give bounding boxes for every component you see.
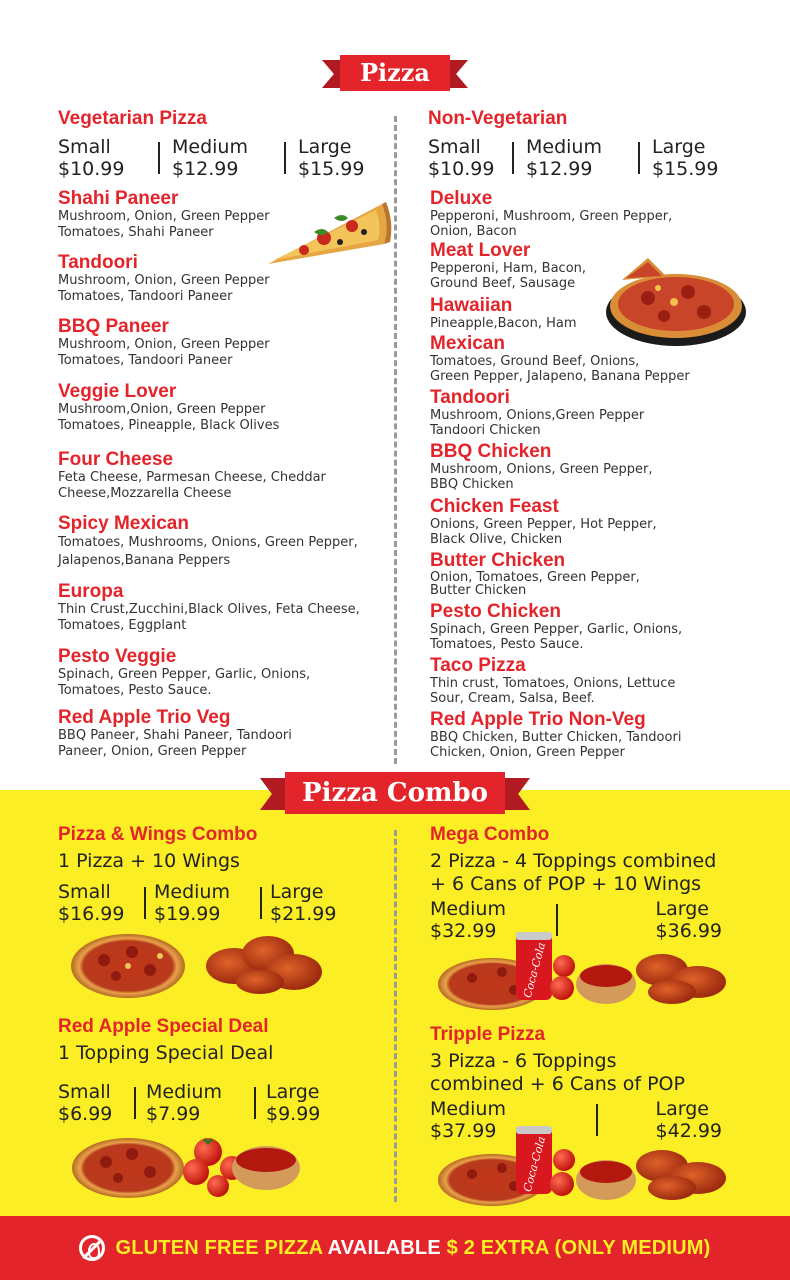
menu-item — [58, 450, 326, 502]
item-name: Veggie Lover — [58, 381, 177, 402]
menu-item — [430, 602, 682, 652]
nonveg-price-row — [428, 136, 768, 180]
price-small — [428, 136, 500, 180]
combo-banner — [260, 770, 530, 816]
menu-item — [430, 442, 653, 492]
combo-title: Pizza & Wings Combo — [58, 824, 258, 845]
item-desc: Mushroom, Onions,Green Pepper Tandoori Chicken — [430, 408, 645, 438]
footer-text — [115, 1237, 710, 1260]
item-desc: Thin crust, Tomatoes, Onions, Lettuce Sour, Cream, Salsa, Beef. — [430, 676, 676, 706]
price-medium — [154, 881, 252, 925]
price-text: $10.99 — [58, 158, 125, 180]
price-text: GLUTEN FREE PIZZA — [115, 1236, 323, 1259]
price-text: Medium — [526, 136, 602, 158]
svg-text:Coca-Cola: Coca-Cola — [520, 1135, 549, 1194]
combo-meal-image — [436, 1122, 736, 1208]
combo-column-divider — [394, 830, 397, 1202]
menu-item — [430, 296, 577, 331]
combo-subtitle: 3 Pizza - 6 Toppings combined + 6 Cans of POP — [430, 1050, 685, 1095]
price-text: Small — [58, 136, 111, 158]
gluten-free-footer — [0, 1216, 790, 1280]
price-text: $6.99 — [58, 1103, 113, 1125]
item-desc: Onions, Green Pepper, Hot Pepper, Black Olive, Chicken — [430, 517, 657, 547]
item-name: Shahi Paneer — [58, 188, 179, 209]
menu-item — [430, 656, 675, 706]
item-name: BBQ Paneer — [58, 316, 169, 337]
item-desc: Mushroom, Onion, Green Pepper Tomatoes, Tandoori Paneer — [58, 273, 270, 304]
menu-item — [58, 253, 270, 305]
pizza-slice-image — [264, 196, 394, 276]
item-name: Deluxe — [430, 188, 493, 209]
price-small — [58, 1081, 124, 1125]
item-name: Pesto Chicken — [430, 601, 561, 622]
item-name: Hawaiian — [430, 295, 513, 316]
price-separator — [144, 887, 146, 919]
pizza-pan-image — [604, 252, 748, 348]
mega-combo — [430, 824, 770, 942]
item-name: Taco Pizza — [430, 655, 526, 676]
item-desc: Mushroom, Onion, Green Pepper Tomatoes, Shahi Paneer — [58, 209, 270, 240]
item-name: Europa — [58, 581, 124, 602]
column-divider — [394, 116, 397, 764]
price-text: $10.99 — [428, 158, 495, 180]
price-large — [652, 136, 718, 180]
item-desc: Pepperoni, Mushroom, Green Pepper, Onion, Bacon — [430, 209, 673, 239]
item-desc: Feta Cheese, Parmesan Cheese, Cheddar Cheese,Mozzarella Cheese — [58, 470, 326, 501]
combo-price-row — [58, 1081, 388, 1125]
item-desc: Thin Crust,Zucchini,Black Olives, Feta Cheese, Tomatoes, Eggplant — [58, 602, 360, 633]
price-text: Medium — [430, 1098, 506, 1120]
menu-item — [430, 710, 681, 760]
item-name: Meat Lover — [430, 240, 531, 261]
price-text: $9.99 — [266, 1103, 321, 1125]
pizza-banner-label: Pizza — [340, 55, 450, 91]
price-text: Large — [655, 1098, 709, 1120]
combo-title: Red Apple Special Deal — [58, 1016, 269, 1037]
price-text: Large — [655, 898, 709, 920]
price-separator — [134, 1087, 136, 1119]
menu-item — [58, 189, 270, 241]
price-text: Medium — [146, 1081, 222, 1103]
price-text: Medium — [430, 898, 506, 920]
menu-item — [430, 551, 640, 597]
price-text: $36.99 — [655, 920, 722, 942]
price-text: $7.99 — [146, 1103, 201, 1125]
item-desc: Mushroom,Onion, Green Pepper Tomatoes, Pineapple, Black Olives — [58, 402, 280, 433]
price-text: $15.99 — [652, 158, 719, 180]
item-name: Four Cheese — [58, 449, 174, 470]
price-text: AVAILABLE — [322, 1236, 447, 1259]
price-text: $32.99 — [430, 920, 497, 942]
menu-item — [58, 514, 358, 570]
item-name: Butter Chicken — [430, 550, 566, 571]
nonveg-heading: Non-Vegetarian — [428, 108, 568, 129]
price-separator — [638, 142, 640, 174]
price-separator — [254, 1087, 256, 1119]
price-medium — [146, 1081, 244, 1125]
menu-item — [430, 241, 586, 291]
price-large — [266, 1081, 320, 1125]
svg-text:Coca-Cola: Coca-Cola — [520, 941, 549, 1000]
combo-meal-image — [436, 926, 736, 1012]
price-text: $37.99 — [430, 1120, 497, 1142]
item-desc: Onion, Tomatoes, Green Pepper, Butter Chicken — [430, 570, 640, 598]
price-separator — [260, 887, 262, 919]
price-text: $21.99 — [270, 903, 337, 925]
item-name: Mexican — [430, 333, 505, 354]
price-small — [58, 136, 146, 180]
price-text: $42.99 — [655, 1120, 722, 1142]
special-deal-combo — [58, 1016, 388, 1125]
price-large — [270, 881, 336, 925]
item-name: Tandoori — [58, 252, 138, 273]
price-text: $15.99 — [298, 158, 365, 180]
price-text: $12.99 — [526, 158, 593, 180]
item-desc: Spinach, Green Pepper, Garlic, Onions, Tomatoes, Pesto Sauce. — [58, 667, 311, 698]
item-desc: Pepperoni, Ham, Bacon, Ground Beef, Sausage — [430, 261, 587, 291]
nonveg-column — [428, 108, 768, 180]
combo-price-row — [58, 881, 388, 925]
menu-item — [58, 582, 360, 634]
price-text: Large — [266, 1081, 320, 1103]
veg-column — [58, 108, 388, 180]
price-text: Medium — [172, 136, 248, 158]
price-text: $ 2 EXTRA (ONLY MEDIUM) — [446, 1236, 711, 1259]
menu-item — [58, 708, 292, 760]
item-name: Pesto Veggie — [58, 646, 177, 667]
combo-subtitle: 1 Pizza + 10 Wings — [58, 850, 240, 872]
item-desc: Mushroom, Onion, Green Pepper Tomatoes, Tandoori Paneer — [58, 337, 270, 368]
combo-title: Mega Combo — [430, 824, 550, 845]
combo-banner-label: Pizza Combo — [285, 772, 505, 814]
price-medium — [172, 136, 272, 180]
pizza-image — [70, 930, 190, 1000]
price-large — [298, 136, 364, 180]
item-desc: Mushroom, Onions, Green Pepper, BBQ Chicken — [430, 462, 653, 492]
price-text: Small — [58, 1081, 111, 1103]
price-separator — [284, 142, 286, 174]
price-text: Small — [58, 881, 111, 903]
price-text: $19.99 — [154, 903, 221, 925]
combo-subtitle: 2 Pizza - 4 Toppings combined + 6 Cans of POP + 10 Wings — [430, 850, 717, 895]
item-name: Tandoori — [430, 387, 510, 408]
item-desc: BBQ Chicken, Butter Chicken, Tandoori Chicken, Onion, Green Pepper — [430, 730, 682, 760]
wings-combo — [58, 824, 388, 925]
menu-item — [430, 497, 657, 547]
item-desc: Tomatoes, Ground Beef, Onions, Green Pepper, Jalapeno, Banana Pepper — [430, 354, 690, 384]
veg-price-row — [58, 136, 388, 180]
item-name: BBQ Chicken — [430, 441, 552, 462]
pizza-banner — [322, 54, 468, 92]
item-name: Red Apple Trio Non-Veg — [430, 709, 646, 730]
price-text: Medium — [154, 881, 230, 903]
price-text: Small — [428, 136, 481, 158]
no-gluten-icon — [79, 1235, 105, 1261]
price-separator — [158, 142, 160, 174]
veg-heading: Vegetarian Pizza — [58, 108, 207, 129]
menu-item — [58, 317, 270, 369]
menu-item — [58, 382, 279, 434]
menu-item — [430, 189, 672, 239]
item-desc: Tomatoes, Mushrooms, Onions, Green Pepper, Jalapenos,Banana Peppers — [58, 535, 358, 568]
item-desc: Pineapple,Bacon, Ham — [430, 316, 577, 331]
menu-item — [430, 388, 644, 438]
item-name: Chicken Feast — [430, 496, 559, 517]
item-desc: BBQ Paneer, Shahi Paneer, Tandoori Paneer, Onion, Green Pepper — [58, 728, 292, 759]
price-text: $12.99 — [172, 158, 239, 180]
chicken-wings-image — [202, 928, 326, 998]
price-text: $16.99 — [58, 903, 125, 925]
price-separator — [512, 142, 514, 174]
price-text: Large — [652, 136, 706, 158]
price-text: Large — [298, 136, 352, 158]
item-desc: Spinach, Green Pepper, Garlic, Onions, Tomatoes, Pesto Sauce. — [430, 622, 683, 652]
item-name: Red Apple Trio Veg — [58, 707, 231, 728]
combo-title: Tripple Pizza — [430, 1024, 546, 1045]
combo-subtitle: 1 Topping Special Deal — [58, 1042, 274, 1064]
price-text: Large — [270, 881, 324, 903]
item-name: Spicy Mexican — [58, 513, 189, 534]
price-medium — [526, 136, 626, 180]
pizza-tomato-sauce-image — [70, 1128, 310, 1200]
price-small — [58, 881, 136, 925]
menu-item — [58, 647, 310, 699]
